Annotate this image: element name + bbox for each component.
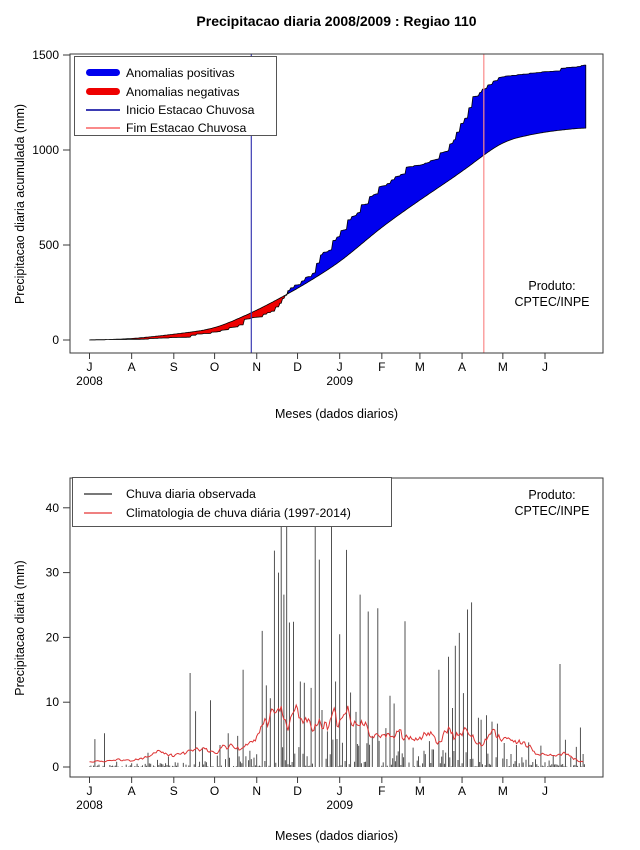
svg-text:J: J <box>336 360 343 374</box>
legend-item-anomalias-positivas <box>75 63 276 82</box>
svg-text:30: 30 <box>45 565 59 580</box>
top-chart-legend <box>74 56 277 136</box>
svg-text:O: O <box>209 360 220 374</box>
daily-rain-bars <box>90 518 585 768</box>
y-axis <box>46 501 70 774</box>
svg-text:N: N <box>252 360 262 374</box>
legend-item-inicio-estacao <box>75 101 276 119</box>
svg-text:0: 0 <box>52 333 59 347</box>
bottom-chart-x-axis-label: Meses (dados diarios) <box>275 829 398 843</box>
positive-anomaly-area <box>288 65 586 294</box>
legend-label: Fim Estacao Chuvosa <box>126 121 247 135</box>
svg-text:J: J <box>336 784 343 798</box>
bottom-chart-y-axis-label: Precipitacao diaria (mm) <box>13 560 27 696</box>
svg-text:M: M <box>414 784 425 798</box>
svg-text:1000: 1000 <box>32 143 59 157</box>
svg-text:A: A <box>127 784 136 798</box>
legend-item-fim-estacao <box>75 119 276 137</box>
svg-text:D: D <box>293 784 302 798</box>
legend-label: Inicio Estacao Chuvosa <box>126 103 255 117</box>
svg-text:J: J <box>541 784 548 798</box>
y-axis <box>32 48 70 347</box>
svg-text:M: M <box>497 360 508 374</box>
observed-rain-line-swatch <box>84 493 112 495</box>
svg-text:F: F <box>378 360 386 374</box>
legend-item-climatologia <box>73 503 391 522</box>
svg-text:2008: 2008 <box>76 798 103 812</box>
svg-text:A: A <box>458 360 467 374</box>
climatology-line <box>90 705 584 762</box>
svg-text:J: J <box>86 784 93 798</box>
svg-text:N: N <box>252 784 262 798</box>
x-axis <box>76 353 548 388</box>
svg-text:D: D <box>293 360 302 374</box>
positive-anomaly-swatch <box>86 69 120 76</box>
legend-item-chuva-observada <box>73 484 391 503</box>
legend-label: Anomalias negativas <box>126 84 240 99</box>
svg-text:O: O <box>209 784 220 798</box>
svg-text:10: 10 <box>45 695 59 710</box>
climatology-line-swatch <box>84 512 112 514</box>
product-label: Produto: <box>528 279 576 293</box>
svg-text:J: J <box>541 360 548 374</box>
top-chart-y-axis-label: Precipitacao diaria acumulada (mm) <box>13 103 27 305</box>
x-axis <box>76 777 548 812</box>
svg-text:S: S <box>169 360 178 374</box>
legend-label: Anomalias positivas <box>126 65 235 80</box>
svg-text:S: S <box>169 784 178 798</box>
top-chart-title: Precipitacao diaria 2008/2009 : Regiao 110 <box>196 13 477 29</box>
legend-label: Climatologia de chuva diária (1997-2014) <box>126 505 351 520</box>
bottom-chart-product-note <box>492 488 612 519</box>
svg-text:2008: 2008 <box>76 374 103 388</box>
product-name: CPTEC/INPE <box>514 503 590 518</box>
legend-item-anomalias-negativas <box>75 82 276 101</box>
svg-text:A: A <box>127 360 136 374</box>
svg-text:20: 20 <box>45 630 59 645</box>
season-start-line-swatch <box>86 109 120 111</box>
svg-text:0: 0 <box>52 760 59 774</box>
product-name: CPTEC/INPE <box>514 294 590 309</box>
top-chart-product-note <box>492 279 612 310</box>
svg-text:2009: 2009 <box>326 798 354 812</box>
top-chart-x-axis-label: Meses (dados diarios) <box>275 407 398 421</box>
bottom-chart <box>46 478 603 812</box>
svg-text:J: J <box>86 360 93 374</box>
svg-text:F: F <box>378 784 386 798</box>
svg-text:40: 40 <box>45 500 59 515</box>
svg-text:M: M <box>414 360 425 374</box>
season-end-line-swatch <box>86 127 120 129</box>
negative-anomaly-swatch <box>86 88 120 95</box>
svg-text:500: 500 <box>38 238 59 252</box>
svg-text:1500: 1500 <box>32 48 59 62</box>
negative-anomaly-area <box>90 291 289 340</box>
svg-text:A: A <box>458 784 467 798</box>
bottom-chart-legend <box>72 477 392 527</box>
svg-text:M: M <box>497 784 508 798</box>
product-label: Produto: <box>528 488 576 502</box>
svg-text:2009: 2009 <box>326 374 354 388</box>
legend-label: Chuva diaria observada <box>126 486 256 501</box>
